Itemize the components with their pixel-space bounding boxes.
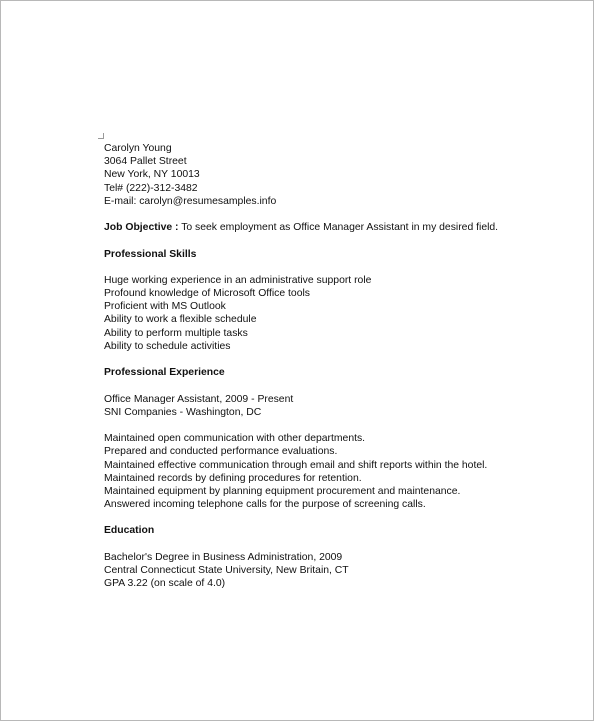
contact-block [104, 142, 574, 208]
skill-item: Proficient with MS Outlook [104, 301, 226, 313]
text-boundary-mark [98, 133, 104, 139]
contact-street: 3064 Pallet Street [104, 156, 187, 168]
resume-content [104, 142, 574, 590]
duty-item: Maintained open communication with other departments. [104, 433, 366, 445]
education-school: Central Connecticut State University, New Britain, CT [104, 565, 349, 576]
contact-phone: Tel# (222)-312-3482 [104, 182, 198, 194]
duty-item: Answered incoming telephone calls for the purpose of screening calls. [104, 499, 426, 511]
job-objective-label: Job Objective : [104, 222, 179, 234]
duty-item: Maintained records by defining procedures for retention. [104, 472, 362, 484]
skills-list [104, 274, 574, 353]
job-objective [104, 221, 574, 234]
job-objective-text: To seek employment as Office Manager Assistant in my desired field. [178, 222, 499, 234]
experience-company: SNI Companies - Washington, DC [104, 406, 262, 418]
experience-title: Office Manager Assistant, 2009 - Present [104, 393, 294, 405]
skills-heading: Professional Skills [104, 248, 197, 260]
skill-item: Profound knowledge of Microsoft Office tools [104, 288, 310, 300]
education-heading: Education [104, 525, 155, 537]
duty-item: Maintained effective communication through email and shift reports within the hotel. [104, 459, 488, 471]
duty-item: Maintained equipment by planning equipment procurement and maintenance. [104, 485, 461, 497]
skill-item: Ability to schedule activities [104, 340, 231, 352]
contact-city: New York, NY 10013 [104, 169, 200, 181]
contact-name: Carolyn Young [104, 143, 172, 154]
education-degree: Bachelor's Degree in Business Administration, 2009 [104, 551, 343, 563]
duty-item: Prepared and conducted performance evaluations. [104, 446, 338, 458]
skill-item: Huge working experience in an administrative support role [104, 274, 372, 286]
experience-heading: Professional Experience [104, 367, 225, 379]
contact-email: E-mail: carolyn@resumesamples.info [104, 195, 277, 207]
skill-item: Ability to work a flexible schedule [104, 314, 257, 326]
skill-item: Ability to perform multiple tasks [104, 327, 248, 339]
experience-duties [104, 432, 574, 511]
education-gpa: GPA 3.22 (on scale of 4.0) [104, 578, 226, 590]
